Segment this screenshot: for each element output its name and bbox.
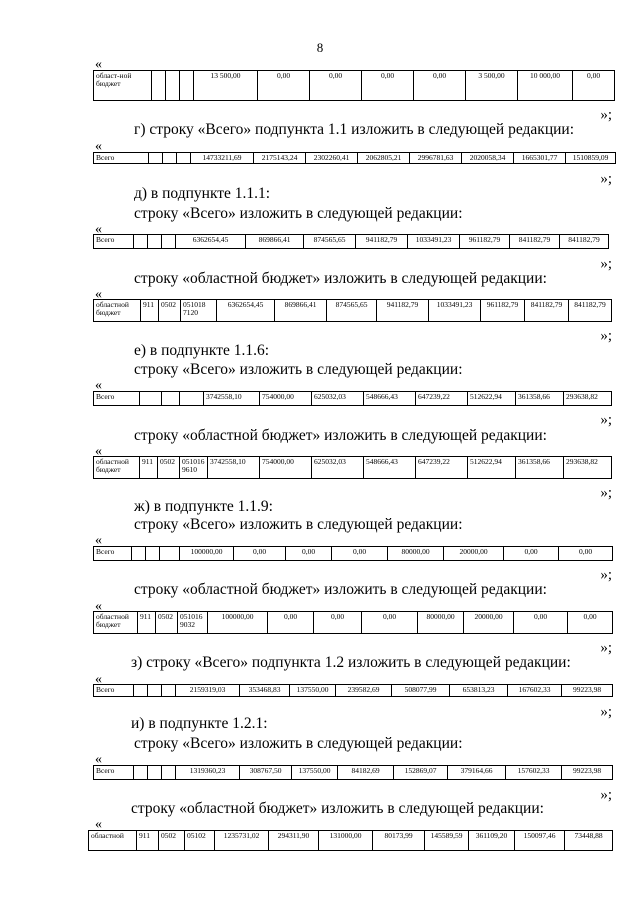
cell: [134, 235, 148, 249]
cell-name: областной бюджет: [94, 300, 141, 322]
cell: 137550,00: [290, 685, 336, 697]
cell: 874565,65: [304, 235, 356, 249]
cell: 152869,07: [394, 766, 448, 780]
cell-name: областной бюджет: [94, 612, 138, 634]
cell: 3 500,00: [466, 71, 518, 101]
cell: 6362654,45: [176, 235, 246, 249]
cell: 0,00: [362, 612, 418, 634]
cell: 961182,79: [481, 300, 525, 322]
cell: 1033491,23: [429, 300, 481, 322]
cell: 911: [141, 300, 159, 322]
cell: [162, 766, 176, 780]
cell: 512622,94: [468, 457, 516, 479]
cell: 293638,82: [564, 457, 612, 479]
cell: 0,00: [310, 71, 362, 101]
cell: 20000,00: [444, 547, 504, 561]
cell-name: Всего: [94, 685, 134, 697]
open-quote: «: [95, 378, 102, 393]
paragraph-e-line2: строку «Всего» изложить в следующей редакции:: [134, 361, 463, 378]
cell: 353468,83: [240, 685, 290, 697]
open-quote: «: [95, 444, 102, 459]
cell: 6362654,45: [217, 300, 275, 322]
cell: 361109,20: [469, 831, 515, 851]
close-quote: »;: [600, 787, 612, 803]
cell: 0,00: [559, 547, 613, 561]
cell: [140, 392, 162, 406]
cell: 1510859,09: [566, 153, 616, 164]
paragraph-i: и) в подпункте 1.2.1:: [131, 715, 268, 732]
cell: [134, 766, 148, 780]
cell: 0,00: [362, 71, 414, 101]
budget-table-total-1-1: [93, 152, 616, 164]
cell: 1235731,02: [215, 831, 269, 851]
open-quote: «: [95, 287, 102, 302]
paragraph-d-line2: строку «Всего» изложить в следующей редакции:: [134, 205, 463, 222]
close-quote: »;: [600, 171, 612, 187]
open-quote: «: [95, 533, 102, 548]
cell: 131000,00: [319, 831, 373, 851]
close-quote: »;: [600, 107, 612, 123]
cell-name: област-ной бюджет: [94, 71, 152, 101]
cell: 911: [140, 457, 158, 479]
cell: 2062805,21: [358, 153, 410, 164]
cell: 625032,03: [312, 392, 364, 406]
budget-table-regional-1: [93, 70, 615, 101]
close-quote: »;: [600, 567, 612, 583]
cell: 1033491,23: [408, 235, 460, 249]
budget-table-total-1-2: [93, 684, 613, 697]
cell: 361358,66: [516, 457, 564, 479]
cell: 0,00: [332, 547, 388, 561]
cell: 0502: [159, 300, 181, 322]
cell: 051018 7120: [181, 300, 217, 322]
open-quote: «: [95, 57, 102, 72]
budget-table-total-1-2-1: [93, 765, 613, 780]
cell: 1319360,23: [176, 766, 240, 780]
cell: 869866,41: [246, 235, 304, 249]
cell: 308767,50: [240, 766, 292, 780]
cell: [180, 71, 194, 101]
close-quote: »;: [600, 256, 612, 272]
cell: 512622,94: [468, 392, 516, 406]
cell: 294311,90: [269, 831, 319, 851]
cell-name: областной: [89, 831, 137, 851]
cell: 0,00: [314, 612, 362, 634]
cell: [162, 235, 176, 249]
cell: 051016 9610: [180, 457, 208, 479]
cell: 100000,00: [208, 612, 268, 634]
cell: 2302260,41: [306, 153, 358, 164]
cell: 293638,82: [564, 392, 612, 406]
cell: 0,00: [504, 547, 559, 561]
budget-table-total-1-1-9: [93, 546, 613, 561]
budget-table-total-1-1-1: [93, 234, 609, 249]
cell: [160, 547, 180, 561]
paragraph-d: д) в подпункте 1.1.1:: [134, 185, 271, 202]
cell: 961182,79: [460, 235, 510, 249]
open-quote: «: [95, 752, 102, 767]
cell-name: Всего: [94, 766, 134, 780]
cell: 869866,41: [275, 300, 327, 322]
close-quote: »;: [600, 412, 612, 428]
cell: 84182,69: [338, 766, 394, 780]
paragraph-g: г) строку «Всего» подпункта 1.1 изложить в следующей редакции:: [134, 121, 575, 138]
cell: 13 500,00: [194, 71, 258, 101]
cell: [152, 71, 166, 101]
close-quote: »;: [600, 328, 612, 344]
cell: 2020058,34: [462, 153, 514, 164]
budget-table-regional-1-1-6: [93, 456, 612, 479]
cell: 157602,33: [506, 766, 562, 780]
paragraph-e: е) в подпункте 1.1.6:: [134, 342, 270, 359]
cell-name: Всего: [94, 235, 134, 249]
paragraph-regional: строку «областной бюджет» изложить в следующей редакции:: [131, 800, 544, 817]
paragraph-regional: строку «областной бюджет» изложить в следующей редакции:: [134, 270, 547, 287]
cell: 754000,00: [260, 392, 312, 406]
cell: 20000,00: [464, 612, 514, 634]
open-quote: «: [95, 817, 102, 832]
cell: 2996781,63: [410, 153, 462, 164]
cell: 0,00: [268, 612, 314, 634]
cell: 0,00: [568, 612, 613, 634]
paragraph-z: з) строку «Всего» подпункта 1.2 изложить в следующей редакции:: [131, 654, 571, 671]
cell: 0,00: [514, 612, 568, 634]
cell: 0,00: [414, 71, 466, 101]
cell: 548666,43: [364, 457, 416, 479]
cell: 1665301,77: [514, 153, 566, 164]
cell: 239582,69: [336, 685, 392, 697]
cell: 14733211,69: [191, 153, 254, 164]
open-quote: «: [95, 222, 102, 237]
cell: 100000,00: [180, 547, 234, 561]
cell: 150097,46: [515, 831, 565, 851]
open-quote: «: [95, 599, 102, 614]
cell-name: Всего: [94, 392, 140, 406]
open-quote: «: [95, 139, 102, 154]
cell-name: Всего: [94, 153, 149, 164]
cell: 80000,00: [418, 612, 464, 634]
cell-name: областной бюджет: [94, 457, 140, 479]
cell: 0,00: [573, 71, 615, 101]
cell: 508077,99: [392, 685, 450, 697]
budget-table-total-1-1-6: [93, 391, 612, 406]
cell: 10 000,00: [518, 71, 573, 101]
cell: [163, 153, 177, 164]
cell: [146, 547, 160, 561]
cell: [166, 71, 180, 101]
cell: 3742558,10: [204, 392, 260, 406]
cell: 874565,65: [327, 300, 377, 322]
cell-name: Всего: [94, 547, 132, 561]
paragraph-zh-line2: строку «Всего» изложить в следующей редакции:: [134, 516, 463, 533]
paragraph-regional: строку «областной бюджет» изложить в следующей редакции:: [134, 581, 547, 598]
paragraph-i-line2: строку «Всего» изложить в следующей редакции:: [134, 735, 463, 752]
budget-table-regional-1-1-1: [93, 299, 612, 322]
cell: 0,00: [286, 547, 332, 561]
cell: 653813,23: [450, 685, 508, 697]
budget-table-regional-1-1-9: [93, 611, 613, 634]
cell: 754000,00: [260, 457, 312, 479]
cell: 0,00: [258, 71, 310, 101]
cell: 73448,88: [565, 831, 613, 851]
cell: 841182,79: [560, 235, 609, 249]
cell: [162, 392, 180, 406]
paragraph-zh: ж) в подпункте 1.1.9:: [134, 498, 273, 515]
cell: 05102: [185, 831, 215, 851]
cell: 841182,79: [510, 235, 560, 249]
cell: 137550,00: [292, 766, 338, 780]
cell: [148, 766, 162, 780]
cell: 0,00: [234, 547, 286, 561]
cell: 548666,43: [364, 392, 416, 406]
cell: 2175143,24: [254, 153, 306, 164]
cell: [162, 685, 176, 697]
cell: 841182,79: [569, 300, 612, 322]
cell: 80173,99: [373, 831, 425, 851]
cell: 911: [137, 831, 159, 851]
cell: 941182,79: [356, 235, 408, 249]
cell: 647239,22: [416, 457, 468, 479]
cell: 625032,03: [312, 457, 364, 479]
cell: 0502: [158, 457, 180, 479]
cell: 2159319,03: [176, 685, 240, 697]
cell: 99223,98: [562, 766, 613, 780]
cell: 379164,66: [448, 766, 506, 780]
cell: [180, 392, 204, 406]
cell: 0502: [156, 612, 178, 634]
cell: 167602,33: [508, 685, 562, 697]
cell: 145589,59: [425, 831, 469, 851]
cell: 99223,98: [562, 685, 613, 697]
cell: 361358,66: [516, 392, 564, 406]
cell: [177, 153, 191, 164]
cell: [149, 153, 163, 164]
page-number: 8: [316, 40, 324, 55]
close-quote: »;: [600, 704, 612, 720]
close-quote: »;: [600, 485, 612, 501]
open-quote: «: [95, 672, 102, 687]
cell: [148, 235, 162, 249]
cell: 647239,22: [416, 392, 468, 406]
cell: 841182,79: [525, 300, 569, 322]
budget-table-regional-1-2-1: [88, 830, 613, 851]
cell: 0502: [159, 831, 185, 851]
cell: 941182,79: [377, 300, 429, 322]
cell: [132, 547, 146, 561]
close-quote: »;: [600, 640, 612, 656]
cell: 3742558,10: [208, 457, 260, 479]
cell: [148, 685, 162, 697]
cell: 051016 9032: [178, 612, 208, 634]
cell: 911: [138, 612, 156, 634]
cell: [134, 685, 148, 697]
cell: 80000,00: [388, 547, 444, 561]
paragraph-regional: строку «областной бюджет» изложить в следующей редакции:: [134, 427, 547, 444]
